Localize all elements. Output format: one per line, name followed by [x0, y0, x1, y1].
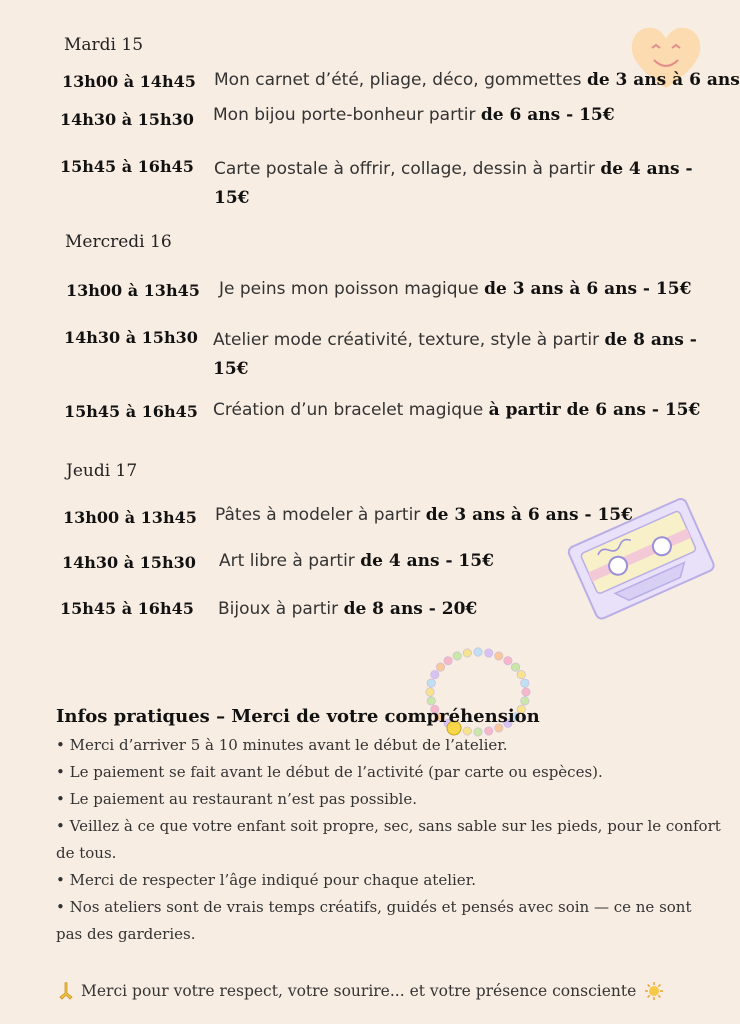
bracelet-bead — [427, 679, 435, 687]
session-time: 15h45 à 16h45 — [64, 402, 198, 421]
session-description: Art libre à partir de 4 ans - 15€ — [219, 551, 494, 571]
bracelet-bead — [517, 670, 525, 678]
bracelet-bead — [495, 652, 503, 660]
bracelet-bead — [444, 657, 452, 665]
bracelet-bead — [453, 652, 461, 660]
session-time: 13h00 à 13h45 — [66, 281, 200, 300]
bracelet-bead — [521, 679, 529, 687]
session-time: 14h30 à 15h30 — [64, 328, 198, 347]
bracelet-bead — [504, 657, 512, 665]
sun-icon — [644, 981, 664, 1001]
session-description: Atelier mode créativité, texture, style à partir de 8 ans - 15€ — [213, 330, 697, 379]
info-item: • Le paiement au restaurant n’est pas possible. — [56, 790, 417, 808]
bracelet-bead — [426, 688, 434, 696]
bracelet-bead — [522, 688, 530, 696]
session-description: Mon carnet d’été, pliage, déco, gommettes de 3 ans à 6 ans — [214, 70, 740, 90]
day-heading-thursday: Jeudi 17 — [66, 461, 138, 481]
session-description: Je peins mon poisson magique de 3 ans à 6 ans - 15€ — [219, 279, 692, 299]
infos-title: Infos pratiques – Merci de votre compréhension — [56, 706, 540, 727]
info-item: • Nos ateliers sont de vrais temps créatifs, guidés et pensés avec soin — ce ne sont pas des garderies. — [56, 898, 692, 943]
info-item: • Veillez à ce que votre enfant soit propre, sec, sans sable sur les pieds, pour le confort de tous. — [56, 817, 721, 862]
praying-hands-icon — [56, 981, 76, 1001]
info-item: • Merci de respecter l’âge indiqué pour chaque atelier. — [56, 871, 476, 889]
session-description: Bijoux à partir de 8 ans - 20€ — [218, 599, 478, 619]
session-description: Pâtes à modeler à partir de 3 ans à 6 ans - 15€ — [215, 505, 633, 525]
bracelet-bead — [521, 697, 529, 705]
info-item: • Merci d’arriver 5 à 10 minutes avant le début de l’atelier. — [56, 736, 508, 754]
session-time: 13h00 à 14h45 — [62, 72, 196, 91]
info-item: • Le paiement se fait avant le début de l’activité (par carte ou espèces). — [56, 763, 603, 781]
session-time: 13h00 à 13h45 — [63, 508, 197, 527]
session-time: 15h45 à 16h45 — [60, 599, 194, 618]
bracelet-bead — [436, 663, 444, 671]
bracelet-bead — [431, 670, 439, 678]
bracelet-bead — [463, 649, 471, 657]
closing-line: Merci pour votre respect, votre sourire... et votre présence consciente — [56, 981, 664, 1001]
day-heading-tuesday: Mardi 15 — [64, 35, 144, 55]
session-description: Mon bijou porte-bonheur partir de 6 ans - 15€ — [213, 105, 615, 125]
bracelet-bead — [511, 663, 519, 671]
bracelet-bead — [485, 649, 493, 657]
day-heading-wednesday: Mercredi 16 — [65, 232, 172, 252]
session-description: Carte postale à offrir, collage, dessin à partir de 4 ans - 15€ — [214, 159, 693, 208]
infos-list — [56, 732, 722, 948]
session-description: Création d’un bracelet magique à partir de 6 ans - 15€ — [213, 400, 701, 420]
session-time: 15h45 à 16h45 — [60, 157, 194, 176]
bracelet-bead — [427, 697, 435, 705]
cassette-icon — [562, 486, 718, 626]
bracelet-bead — [474, 648, 482, 656]
session-time: 14h30 à 15h30 — [60, 110, 194, 129]
session-time: 14h30 à 15h30 — [62, 553, 196, 572]
